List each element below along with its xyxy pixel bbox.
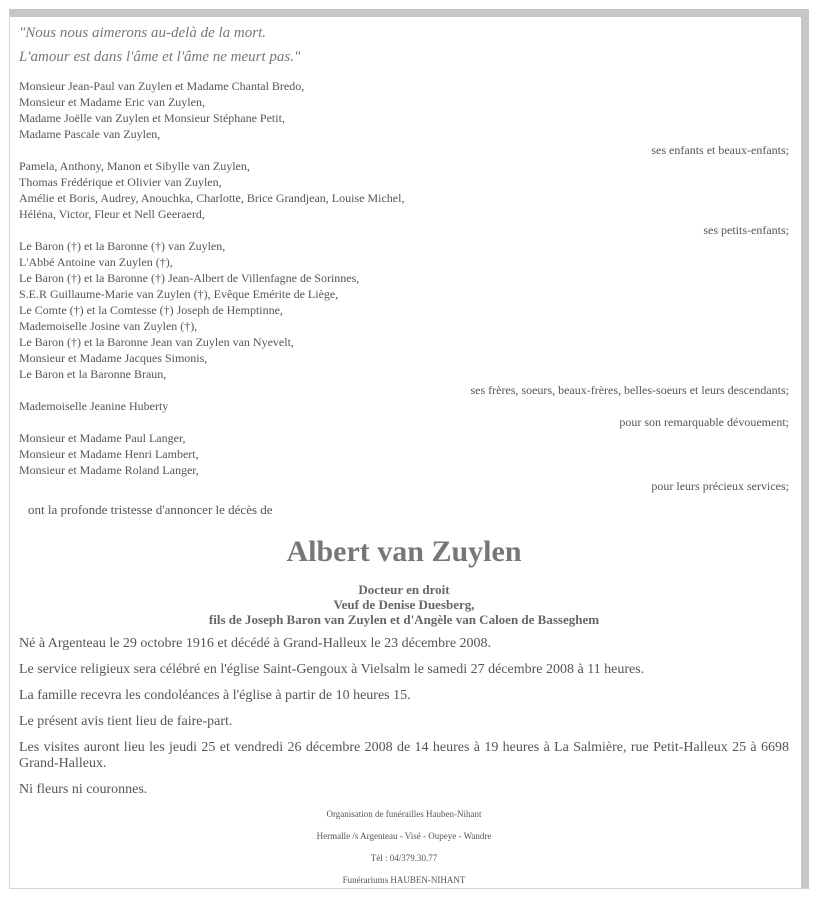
deceased-parents: fils de Joseph Baron van Zuylen et d'Angèle van Caloen de Basseghem — [208, 612, 600, 627]
footer-funeral-home: Funérariums HAUBEN-NIHANT — [342, 875, 466, 885]
relation-label: ses petits-enfants; — [703, 223, 789, 237]
deceased-name: Albert van Zuylen — [286, 535, 522, 568]
family-name-line: Le Comte (†) et la Comtesse (†) Joseph de Hemptinne, — [19, 303, 283, 317]
family-name-line: L'Abbé Antoine van Zuylen (†), — [19, 255, 173, 269]
relation-label: pour son remarquable dévouement; — [619, 415, 789, 429]
family-name-line: Monsieur et Madame Roland Langer, — [19, 463, 199, 477]
footer-locations: Hermalle /s Argenteau - Visé - Oupeye - Wandre — [316, 831, 492, 841]
birth-death-paragraph: Né à Argenteau le 29 octobre 1916 et décédé à Grand-Halleux le 23 décembre 2008. — [19, 636, 492, 651]
family-group-grandchildren — [19, 158, 789, 238]
deceased-title: Docteur en droit — [358, 582, 450, 597]
family-name-line: Thomas Frédérique et Olivier van Zuylen, — [19, 175, 222, 189]
family-name-line: Mademoiselle Josine van Zuylen (†), — [19, 319, 198, 333]
family-name-line: Amélie et Boris, Audrey, Anouchka, Charlotte, Brice Grandjean, Louise Michel, — [19, 191, 405, 205]
quote-line-2: L'amour est dans l'âme et l'âme ne meurt pas." — [19, 49, 301, 65]
relation-label: ses frères, soeurs, beaux-frères, belles-soeurs et leurs descendants; — [470, 383, 789, 397]
footer-organisation: Organisation de funérailles Hauben-Nihant — [326, 809, 482, 819]
family-name-line: Madame Joëlle van Zuylen et Monsieur Stéphane Petit, — [19, 111, 285, 125]
family-name-line: Monsieur et Madame Paul Langer, — [19, 431, 186, 445]
relation-label: ses enfants et beaux-enfants; — [651, 143, 789, 157]
family-group-caregiver — [19, 398, 789, 430]
relation-label: pour leurs précieux services; — [651, 479, 789, 493]
family-name-line: Héléna, Victor, Fleur et Nell Geeraerd, — [19, 207, 205, 221]
family-name-line: S.E.R Guillaume-Marie van Zuylen (†), Evêque Emérite de Liège, — [19, 287, 339, 301]
family-name-line: Monsieur et Madame Eric van Zuylen, — [19, 95, 205, 109]
faire-part-paragraph: Le présent avis tient lieu de faire-part. — [19, 714, 233, 729]
family-name-line: Le Baron (†) et la Baronne (†) Jean-Albert de Villenfagne de Sorinnes, — [19, 271, 360, 285]
family-name-line: Mademoiselle Jeanine Huberty — [19, 399, 169, 413]
family-name-line: Pamela, Anthony, Manon et Sibylle van Zuylen, — [19, 159, 250, 173]
deceased-widower-of: Veuf de Denise Duesberg, — [333, 597, 475, 612]
family-name-line: Le Baron et la Baronne Braun, — [19, 367, 167, 381]
family-name-line: Monsieur et Madame Jacques Simonis, — [19, 351, 208, 365]
service-paragraph: Le service religieux sera célébré en l'église Saint-Gengoux à Vielsalm le samedi 27 décembre 2008 à 11 heures. — [19, 662, 645, 677]
footer-phone: Tél : 04/379.30.77 — [370, 853, 438, 863]
family-name-line: Monsieur et Madame Henri Lambert, — [19, 447, 199, 461]
quote-line-1: "Nous nous aimerons au-delà de la mort. — [19, 25, 266, 41]
family-group-siblings — [19, 238, 789, 398]
family-name-line: Le Baron (†) et la Baronne Jean van Zuylen van Nyevelt, — [19, 335, 294, 349]
family-name-line: Monsieur Jean-Paul van Zuylen et Madame Chantal Bredo, — [19, 79, 305, 93]
no-flowers-paragraph: Ni fleurs ni couronnes. — [19, 782, 148, 797]
family-name-line: Madame Pascale van Zuylen, — [19, 127, 161, 141]
condolences-paragraph: La famille recevra les condoléances à l'église à partir de 10 heures 15. — [19, 688, 411, 703]
family-group-children — [19, 78, 789, 158]
visits-paragraph: Les visites auront lieu les jeudi 25 et vendredi 26 décembre 2008 de 14 heures à 19 heures à La Salmière, rue Petit-Halleux 25 à 6698 Grand-Halleux. — [19, 740, 789, 771]
family-group-services — [19, 430, 789, 494]
family-name-line: Le Baron (†) et la Baronne (†) van Zuylen, — [19, 239, 226, 253]
death-notice — [19, 22, 789, 886]
announcement-text: ont la profonde tristesse d'annoncer le décès de — [28, 502, 273, 517]
